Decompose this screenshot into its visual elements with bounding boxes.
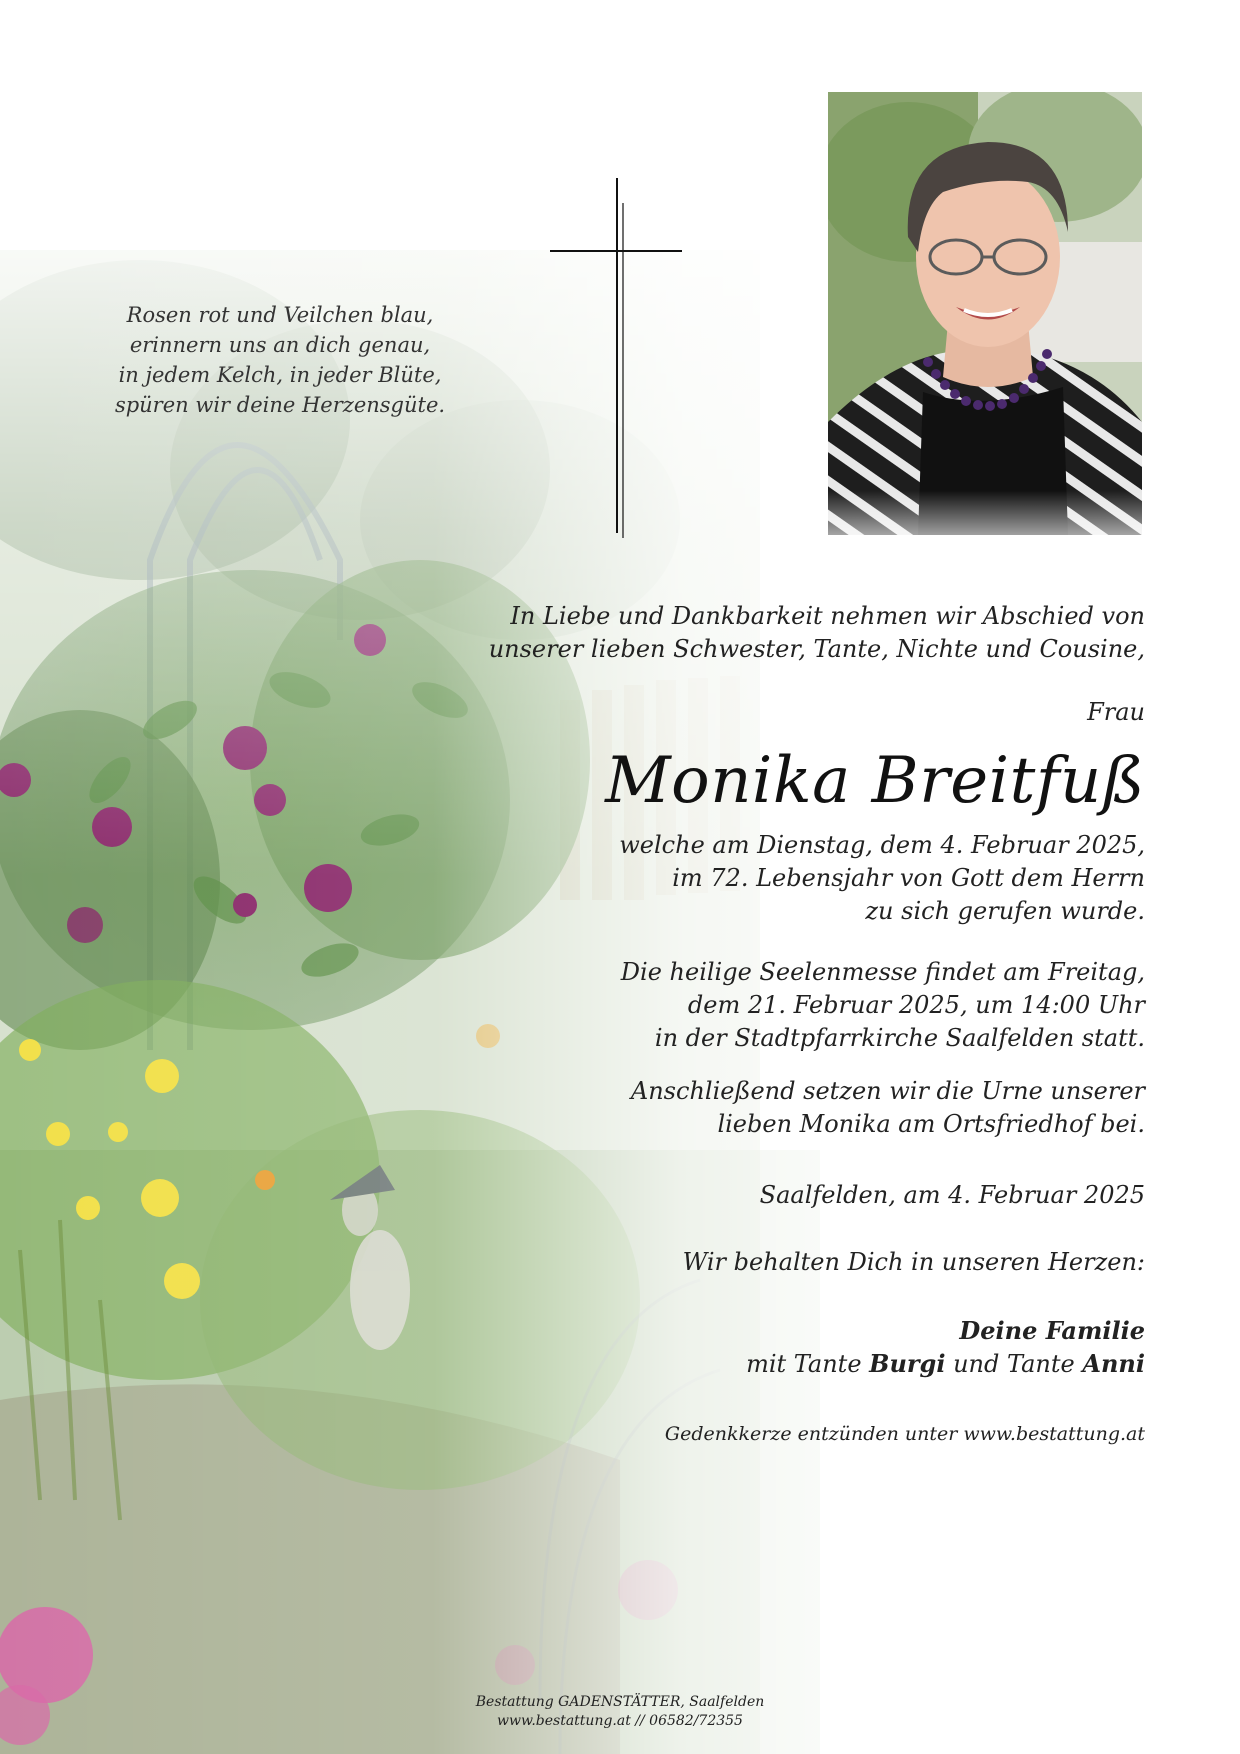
deceased-name: Monika Breitfuß [605,744,1145,818]
family-relatives [385,1347,1145,1381]
poem [100,300,460,420]
urn-notice [385,1075,1145,1141]
obituary-text [385,600,1145,1447]
family-main: Deine Familie [959,1316,1145,1345]
mass-line: in der Stadtpfarrkirche Saalfelden statt. [654,1024,1145,1052]
relative-name: Anni [1082,1349,1145,1378]
mass-line: dem 21. Februar 2025, um 14:00 Uhr [687,991,1145,1019]
urn-line: Anschließend setzen wir die Urne unserer [630,1077,1145,1105]
intro [385,600,1145,666]
intro-line: unserer lieben Schwester, Tante, Nichte und Cousine, [488,635,1145,663]
undertaker-footer [420,1693,820,1731]
candle-note: Gedenkkerze entzünden unter www.bestattung.at [664,1423,1145,1445]
mass-notice [385,956,1145,1055]
family-signature [385,1314,1145,1381]
poem-line: erinnern uns an dich genau, [129,333,431,357]
undertaker-contact: www.bestattung.at // 06582/72355 [497,1713,743,1729]
salutation: Frau [1087,698,1145,726]
undertaker-name: Bestattung GADENSTÄTTER, Saalfelden [475,1694,765,1710]
urn-line: lieben Monika am Ortsfriedhof bei. [717,1110,1145,1138]
poem-line: Rosen rot und Veilchen blau, [126,303,434,327]
death-line: welche am Dienstag, dem 4. Februar 2025, [619,831,1145,859]
poem-line: in jedem Kelch, in jeder Blüte, [118,363,442,387]
family-prefix: mit Tante [746,1350,870,1378]
death-line: im 72. Lebensjahr von Gott dem Herrn [672,864,1145,892]
poem-line: spüren wir deine Herzensgüte. [114,393,446,417]
intro-line: In Liebe und Dankbarkeit nehmen wir Abschied von [510,602,1145,630]
relative-name: Burgi [869,1349,946,1378]
death-line: zu sich gerufen wurde. [865,897,1145,925]
family-middle: und Tante [945,1350,1083,1378]
cross-icon [550,178,685,538]
place-date: Saalfelden, am 4. Februar 2025 [759,1181,1145,1209]
portrait-photo [828,92,1142,535]
mass-line: Die heilige Seelenmesse findet am Freitag, [620,958,1145,986]
death-notice [385,829,1145,928]
closing-line: Wir behalten Dich in unseren Herzen: [682,1248,1145,1276]
